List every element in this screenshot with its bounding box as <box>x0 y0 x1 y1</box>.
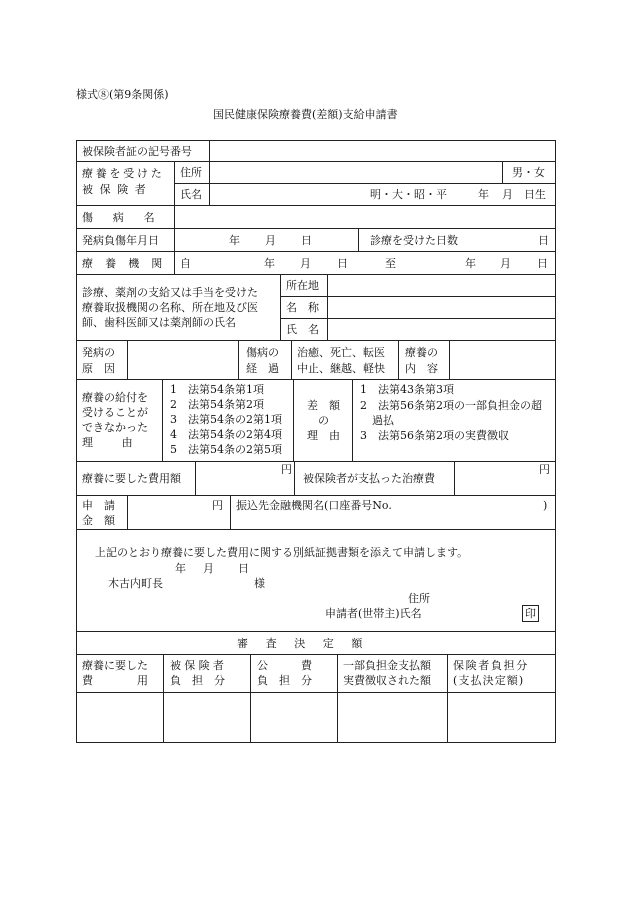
reason-item: 1 法第54条第1項 <box>170 383 264 396</box>
form-title: 国民健康保険療養費(差額)支給申請書 <box>213 108 398 121</box>
review-col-header: 療養に要した <box>82 659 148 672</box>
cause-label-1: 発病の <box>82 346 115 359</box>
gender-label: 男・女 <box>512 166 545 179</box>
disease-label: 傷病名 <box>82 211 175 224</box>
review-col-header: 公 費 <box>257 659 312 672</box>
diff-label-2: の <box>318 414 329 427</box>
provider-name-label: 名 称 <box>286 301 319 314</box>
reason-label-3: できなかった <box>82 421 148 434</box>
review-col-header: 被保険者 <box>170 659 228 672</box>
progress-label-2: 経 過 <box>246 362 279 375</box>
applicant-address-label: 住所 <box>408 592 430 605</box>
institution-label: 療養機関 <box>82 257 175 270</box>
doctor-name-label: 氏 名 <box>286 323 319 336</box>
provider-desc-3: 師、歯科医師又は薬剤師の氏名 <box>82 316 236 329</box>
reason-label-1: 療養の給付を <box>82 391 148 404</box>
from-month: 月 <box>300 257 311 270</box>
provider-desc-1: 診療、薬剤の支給又は手当を受けた <box>82 286 258 299</box>
diff-reason-item: 2 法第56条第2項の一部負担金の超 <box>360 399 542 412</box>
provider-desc-2: 療養取扱機関の名称、所在地及び医 <box>82 301 258 314</box>
to-month: 月 <box>500 257 511 270</box>
birth-day-label: 日生 <box>524 188 546 201</box>
progress-label-1: 傷病の <box>246 346 279 359</box>
declaration-text: 上記のとおり療養に要した費用に関する別紙証拠書類を添えて申請します。 <box>95 546 469 559</box>
treatment-days-label: 診療を受けた日数 <box>370 234 458 247</box>
patient-label-2: 被保険者 <box>82 183 153 196</box>
reason-item: 3 法第54条の2第1項 <box>170 413 282 426</box>
birth-era: 明・大・昭・平 <box>370 188 447 201</box>
outcome-options-2: 中止、継越、軽快 <box>297 362 385 375</box>
declaration-day: 日 <box>238 562 249 575</box>
declaration-month: 月 <box>203 562 214 575</box>
form-number: 様式⑧(第9条関係) <box>76 88 169 101</box>
insured-cert-label: 被保険者証の記号番号 <box>82 145 192 158</box>
to-year: 年 <box>465 257 476 270</box>
from-label: 自 <box>180 257 191 270</box>
outcome-options-1: 治癒、死亡、転医 <box>297 346 385 359</box>
declaration-year: 年 <box>175 562 186 575</box>
from-day: 日 <box>337 257 348 270</box>
claim-label-2: 金 額 <box>82 514 115 527</box>
reason-label-4: 理 由 <box>82 436 135 449</box>
cost-label: 療養に要した費用額 <box>82 472 181 485</box>
claim-label-1: 申 請 <box>82 499 115 512</box>
reason-item: 5 法第54条の2第5項 <box>170 443 282 456</box>
onset-year: 年 <box>229 234 240 247</box>
content-label-1: 療養の <box>405 346 438 359</box>
review-title: 審 査 決 定 額 <box>237 637 366 650</box>
diff-reason-item: 過払 <box>372 414 394 427</box>
address-label: 住所 <box>180 166 202 179</box>
name-label: 氏名 <box>180 188 202 201</box>
reason-item: 2 法第54条第2項 <box>170 398 264 411</box>
review-col-header: 実費徴収された額 <box>343 674 431 687</box>
reason-label-2: 受けることが <box>82 406 148 419</box>
mayor-honorific: 様 <box>254 577 265 590</box>
birth-month-label: 月 <box>502 188 513 201</box>
review-col-header: 負 担 分 <box>170 674 225 687</box>
mayor-label: 木古内町長 <box>108 577 163 590</box>
bank-close: ) <box>543 499 548 512</box>
bank-label: 振込先金融機関名(口座番号No. <box>236 499 392 512</box>
review-col-header: 負 担 分 <box>257 674 312 687</box>
patient-label-1: 療養を受けた <box>82 167 165 180</box>
treatment-days-unit: 日 <box>538 234 549 247</box>
birth-year-label: 年 <box>478 188 489 201</box>
review-col-header: (支払決定額) <box>453 674 525 687</box>
applicant-name-label: 申請者(世帯主)氏名 <box>325 607 422 620</box>
diff-reason-item: 3 法第56条第2項の実費徴収 <box>360 429 509 442</box>
claim-yen: 円 <box>212 499 223 512</box>
paid-label: 被保険者が支払った治療費 <box>303 472 435 485</box>
review-col-header: 費 用 <box>82 674 148 687</box>
onset-day: 日 <box>301 234 312 247</box>
content-label-2: 内 容 <box>405 362 438 375</box>
to-day: 日 <box>537 257 548 270</box>
review-col-header: 保険者負担分 <box>453 659 529 672</box>
cost-yen: 円 <box>281 463 292 476</box>
diff-label-1: 差 額 <box>307 399 340 412</box>
review-col-header: 一部負担金支払額 <box>343 659 431 672</box>
diff-reason-item: 1 法第43条第3項 <box>360 383 454 396</box>
diff-label-3: 理 由 <box>307 429 340 442</box>
onset-month: 月 <box>265 234 276 247</box>
reason-item: 4 法第54条の2第4項 <box>170 428 282 441</box>
paid-yen: 円 <box>539 463 550 476</box>
location-label: 所在地 <box>286 279 319 292</box>
seal-mark: 印 <box>522 605 539 622</box>
to-label: 至 <box>385 257 396 270</box>
from-year: 年 <box>264 257 275 270</box>
cause-label-2: 原 因 <box>82 362 115 375</box>
onset-label: 発病負傷年月日 <box>82 234 159 247</box>
